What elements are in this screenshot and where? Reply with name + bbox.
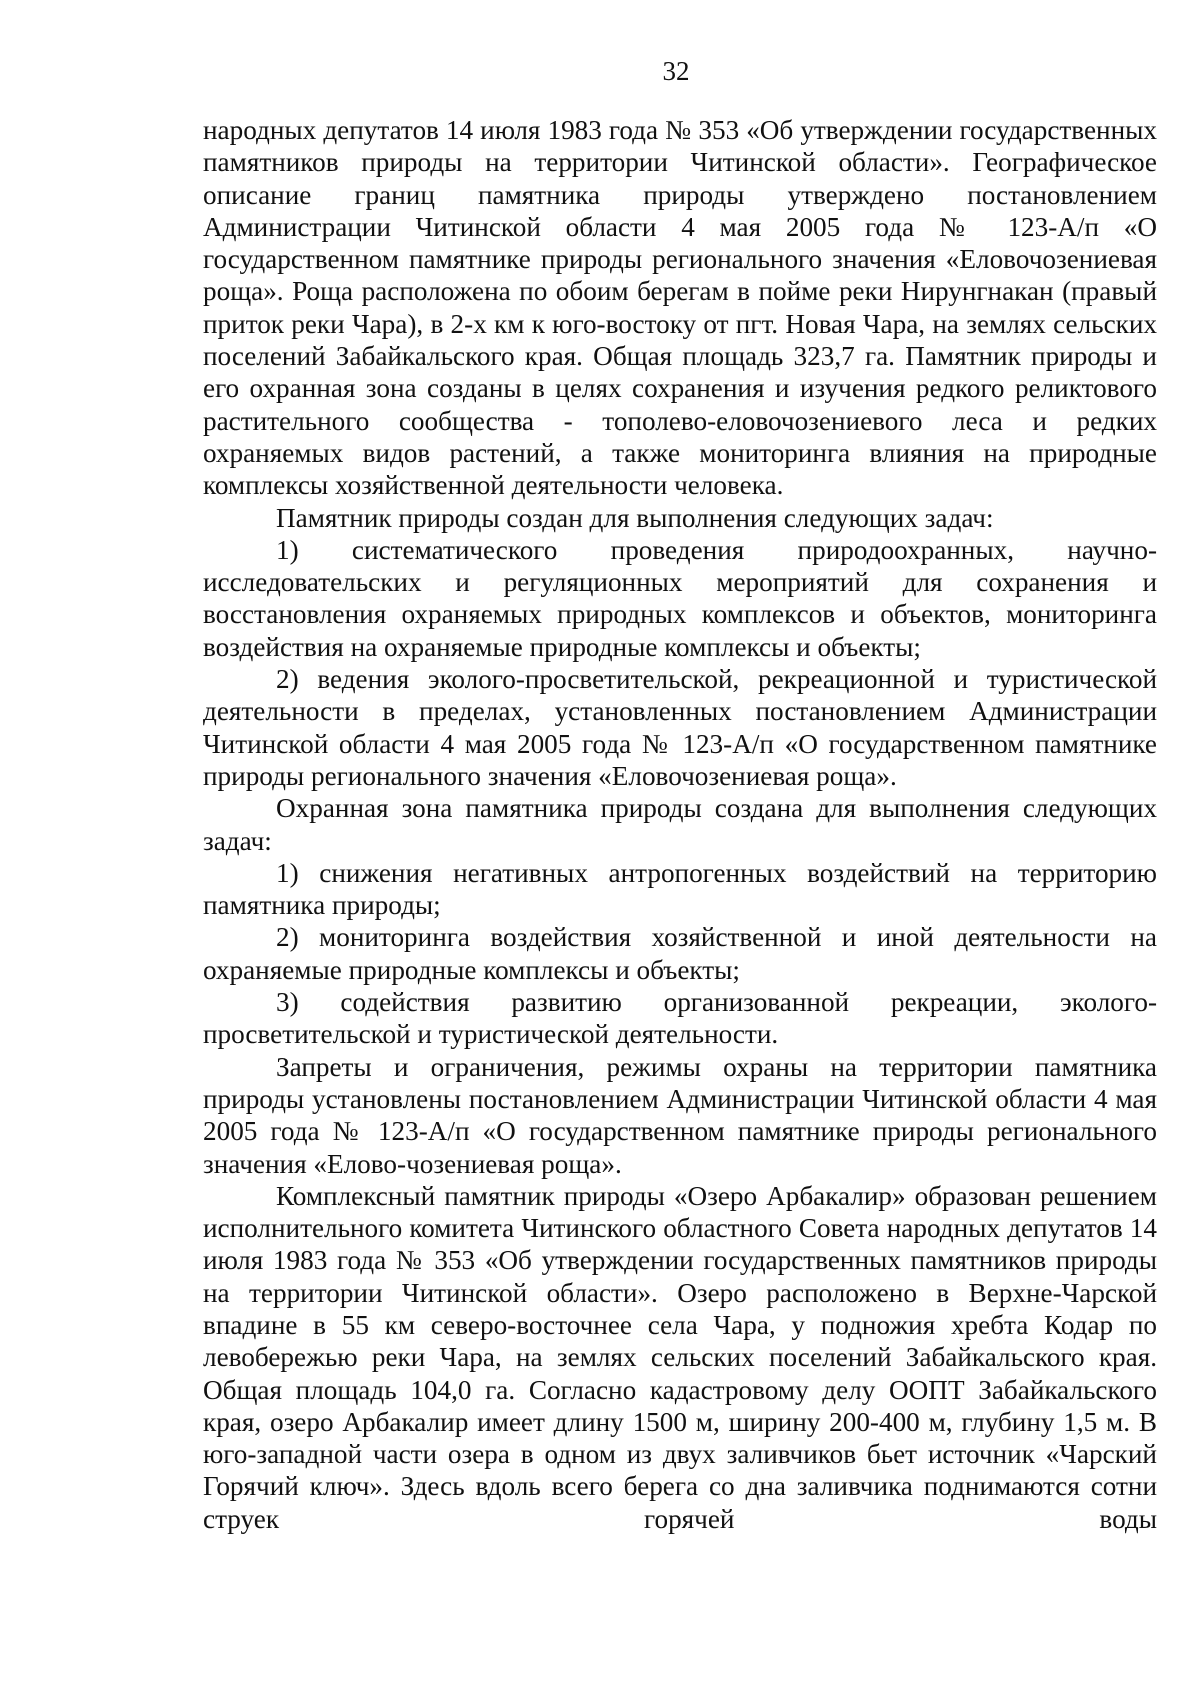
list-item-task-1: 1) систематического проведения природоохранных, научно-исследовательских и регуляционных мероприятий для сохранения и восстановления охраняемых природных комплексов и объектов, мониторинга воздействия на охраняемые природные комплексы и объекты; <box>203 534 1157 662</box>
list-item-task-2: 2) ведения эколого-просветительской, рекреационной и туристической деятельности в пределах, установленных постановлением Администрации Читинской области 4 мая 2005 года № 123-А/п «О государственном памятнике природы регионального значения «Еловочозениевая роща». <box>203 664 1157 791</box>
paragraph-arbakalir: Комплексный памятник природы «Озеро Арбакалир» образован решением исполнительного комитета Читинского областного Совета народных депутатов 14 июля 1983 года № 353 «Об утверждении государственных памятников природы на территории Читинской области». Озеро расположено в Верхне-Чарской впадине в 55 км северо-восточнее села Чара, у подножия хребта Кодар по левобережью реки Чара, на землях сельских поселений Забайкальского края. Общая площадь 104,0 га. Согласно кадастровому делу ООПТ Забайкальского края, озеро Арбакалир имеет длину 1500 м, ширину 200-400 м, глубину 1,5 м. В юго-западной части озера в одном из двух заливчиков бьет источник «Чарский Горячий ключ». Здесь вдоль всего берега со дна заливчика поднимаются сотни струек горячей воды <box>203 1180 1157 1534</box>
paragraph-buffer-zone-intro: Охранная зона памятника природы создана для выполнения следующих задач: <box>203 793 1157 856</box>
paragraph-restrictions: Запреты и ограничения, режимы охраны на территории памятника природы установлены постановлением Администрации Читинской области 4 мая 2005 года № 123-А/п «О государственном памятнике природы регионального значения «Елово-чозениевая роща». <box>203 1051 1157 1179</box>
list-item-buffer-task-2: 2) мониторинга воздействия хозяйственной и иной деятельности на охраняемые природные комплексы и объекты; <box>203 922 1157 985</box>
paragraph-continuation: народных депутатов 14 июля 1983 года № 353 «Об утверждении государственных памятников природы на территории Читинской области». Географическое описание границ памятника природы утверждено постановлением Администрации Читинской области 4 мая 2005 года № 123-А/п «О государственном памятнике природы регионального значения «Еловочозениевая роща». Роща расположена по обоим берегам в пойме реки Нирунгнакан (правый приток реки Чара), в 2-х км к юго-востоку от пгт. Новая Чара, на землях сельских поселений Забайкальского края. Общая площадь 323,7 га. Памятник природы и его охранная зона созданы в целях сохранения и изучения редкого реликтового растительного сообщества - тополево-еловочозениевого леса и редких охраняемых видов растений, а также мониторинга влияния на природные комплексы хозяйственной деятельности человека. <box>203 115 1157 501</box>
document-body <box>203 114 1157 1535</box>
list-item-buffer-task-1: 1) снижения негативных антропогенных воздействий на территорию памятника природы; <box>203 857 1157 921</box>
page-number: 32 <box>662 56 690 86</box>
list-item-buffer-task-3: 3) содействия развитию организованной рекреации, эколого-просветительской и туристической деятельности. <box>203 987 1157 1050</box>
paragraph-tasks-intro: Памятник природы создан для выполнения следующих задач: <box>276 502 994 533</box>
